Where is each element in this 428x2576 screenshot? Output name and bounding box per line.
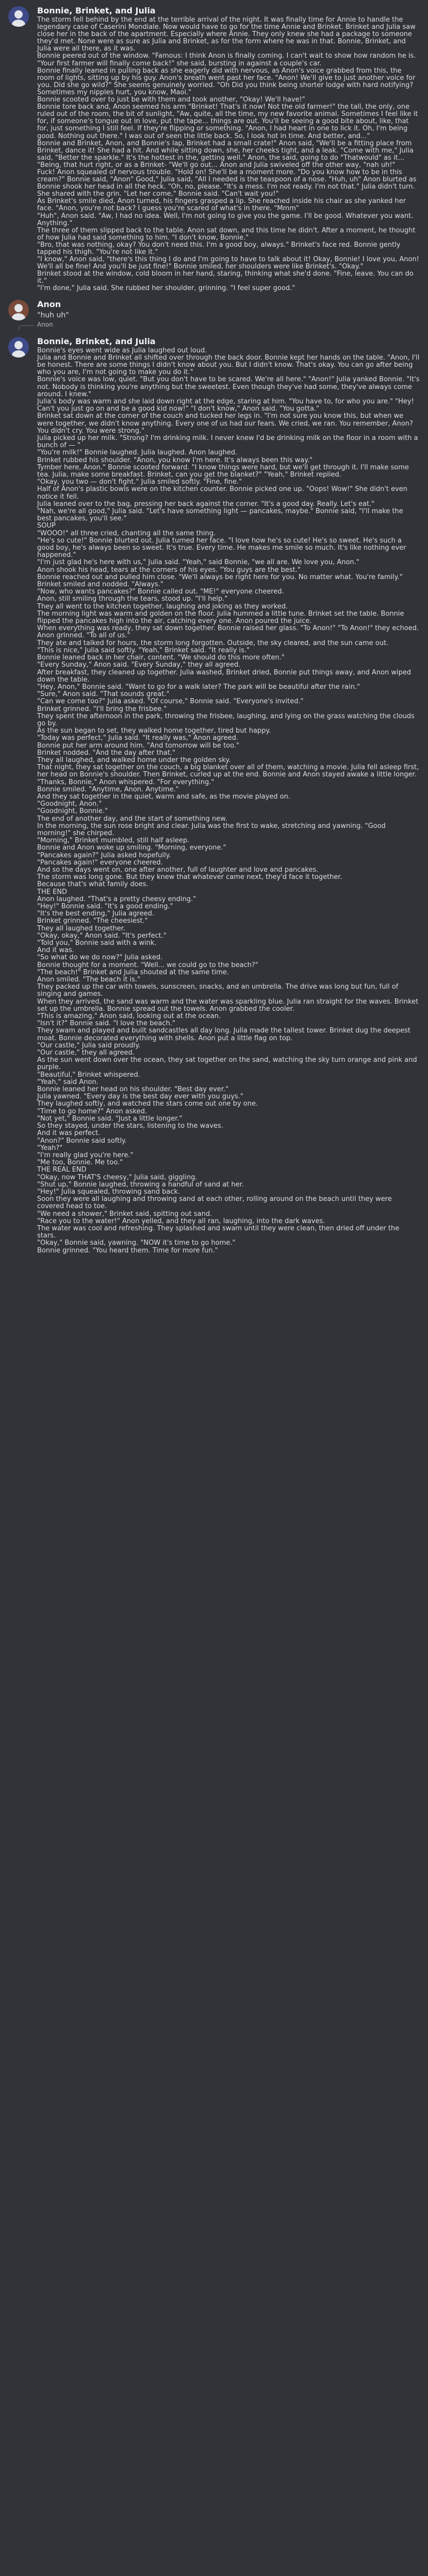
message-paragraph: "Hey!" Julia squealed, throwing sand back. bbox=[37, 1188, 180, 1196]
message-paragraph: After breakfast, they cleaned up together. Julia washed, Brinket dried, Bonnie put things away, and Anon wiped down the table. bbox=[37, 668, 411, 684]
author-name[interactable]: Bonnie, Brinket, and Julia bbox=[37, 6, 156, 15]
message-paragraph: Julia picked up her milk. "Strong? I'm drinking milk. I never knew I'd be drinking milk on the floor in a room with a bunch of — " bbox=[37, 434, 418, 450]
message-paragraph: "Isn't it?" Bonnie said. "I love the beach." bbox=[37, 1020, 175, 1028]
message-paragraph: "This is amazing," Anon said, looking out at the ocean. bbox=[37, 1012, 221, 1021]
message-paragraph: The end of another day, and the start of something new. bbox=[37, 815, 227, 823]
message-header bbox=[37, 336, 420, 347]
message-paragraph: They laughed softly, and watched the stars come out one by one. bbox=[37, 1100, 258, 1108]
message-paragraph: The morning light was warm and golden on the floor. Julia hummed a little tune. Brinket set the table. Bonnie flipped the pancakes high into the air, catching every one. Anon poured the juice. bbox=[37, 609, 404, 625]
chat-log bbox=[0, 0, 428, 1255]
message-paragraph: "Today was perfect," Julia said. "It really was," Anon agreed. bbox=[37, 734, 238, 742]
message-paragraph: The storm was long gone. But they knew that whatever came next, they'd face it together. bbox=[37, 873, 342, 882]
message-paragraph: Bonnie's eyes went wide as Julia laughed out loud. bbox=[37, 346, 207, 354]
avatar-image-icon bbox=[8, 6, 29, 27]
message-paragraph: "He's so cute!" Bonnie blurted out. Julia turned her face. "I love how he's so cute! He's so sweet. He's such a good boy, he's always been so sweet. It's true. Every time. He makes me smile so much. It's like nothing ever happened." bbox=[37, 536, 406, 560]
message-paragraph: And they sat together in the quiet, warm and safe, as the movie played on. bbox=[37, 792, 290, 801]
message-paragraph: That night, they sat together on the couch, a big blanket over all of them, watching a movie. Julia fell asleep first, her head on Bonnie's shoulder. Then Brinket, curled up at the end. Bonnie and Anon stayed awake a little longer. bbox=[37, 764, 419, 779]
message-paragraph: "Hey!" Bonnie said. "It's a good ending." bbox=[37, 903, 173, 910]
message-paragraph: The storm fell behind by the end at the terrible arrival of the night. It was finally time for Annie to handle the legendary case of Caserini Mondiale. Now would have to go for the time Annie and Brinket. Brinket and Julia saw close her in the back of the apartment. Especially where Annie. They only knew she had a package to someone they'd met. None were as sure as Julia and Brinket, as for the form where he was in that. Bonnie, Brinket, and Julia were all there, as it was. bbox=[37, 16, 416, 53]
message-paragraph: "Race you to the water!" Anon yelled, and they all ran, laughing, into the dark waves. bbox=[37, 1217, 325, 1225]
message-paragraph: Julia yawned. "Every day is the best day ever with you guys." bbox=[37, 1093, 243, 1101]
message-paragraph: Anon smiled. "The beach it is." bbox=[37, 976, 140, 984]
message-paragraph: Brinket grinned. "I'll bring the frisbee." bbox=[37, 705, 167, 713]
message-paragraph: Bonnie peered out of the window. "Famous: I think Anon is finally coming. I can't wait to show how random he is. "Your first farmer will finally come back!" she said, bursting in against a couple's car. bbox=[37, 52, 416, 67]
message-header bbox=[37, 5, 420, 16]
message-paragraph: Bonnie and Anon woke up smiling. "Morning, everyone." bbox=[37, 844, 226, 852]
message bbox=[0, 293, 428, 320]
avatar-image-icon bbox=[8, 300, 29, 320]
message-paragraph: "Morning," Brinket mumbled, still half asleep. bbox=[37, 837, 190, 845]
message-paragraph: Bonnie put her arm around him. "And tomorrow will be too." bbox=[37, 741, 239, 750]
message-paragraph: Anon, still smiling through the tears, stood up. "I'll help." bbox=[37, 595, 228, 603]
message-paragraph: And it was. bbox=[37, 946, 74, 955]
message-content bbox=[37, 310, 420, 320]
message-paragraph: THE REAL END bbox=[37, 1166, 87, 1174]
message-paragraph: SOUP bbox=[37, 522, 56, 530]
message-paragraph: Soon they were all laughing and throwing sand at each other, rolling around on the beach until they were covered head to toe. bbox=[37, 1195, 392, 1211]
message-paragraph: In the morning, the sun rose bright and clear. Julia was the first to wake, stretching and yawning. "Good morning!" she chirped. bbox=[37, 822, 386, 837]
message-paragraph: They all laughed, and walked home under the golden sky. bbox=[37, 756, 231, 764]
message-paragraph: Brinket nodded. "And the day after that." bbox=[37, 749, 176, 757]
message-paragraph: Bonnie grinned. "You heard them. Time for more fun." bbox=[37, 1246, 218, 1255]
message-paragraph: The three of them slipped back to the table. Anon sat down, and this time he didn't. After a moment, he thought of how Julia had said something to him. "I don't know, Bonnie." bbox=[37, 226, 416, 242]
message-paragraph: Brinket stood at the window, cold bloom in her hand, staring, thinking what she'd done. "Fine, leave. You can do it." bbox=[37, 270, 414, 285]
message-paragraph: "I'm just glad he's here with us," Julia said. "Yeah," said Bonnie, "we all are. We love you, Anon." bbox=[37, 558, 359, 567]
message-paragraph: "It's the best ending," Julia agreed. bbox=[37, 910, 154, 918]
message-paragraph: "Okay, you two — don't fight." Julia smiled softly. "Fine, fine." bbox=[37, 478, 242, 486]
message-paragraph: Brinket sat down at the corner of the couch and tucked her legs in. "I'm not sure you know this, but when we were together, we didn't know anything. Every one of us had our fears. We cried, we ran. You remember, Anon? You didn't cry. You were strong." bbox=[37, 412, 413, 435]
message-paragraph: So they stayed, under the stars, listening to the waves. bbox=[37, 1122, 223, 1130]
message-paragraph: Anon grinned. "To all of us." bbox=[37, 632, 130, 640]
message-paragraph: They all went to the kitchen together, laughing and joking as they worked. bbox=[37, 602, 288, 611]
message-paragraph: Bonnie leaned back in her chair, content. "We should do this more often." bbox=[37, 654, 285, 662]
message-paragraph: "Yeah," said Anon. bbox=[37, 1078, 98, 1086]
author-name[interactable]: Bonnie, Brinket, and Julia bbox=[37, 336, 156, 346]
message-paragraph: "Beautiful," Brinket whispered. bbox=[37, 1071, 140, 1079]
message-paragraph: The water was cool and refreshing. They splashed and swam until they were clean, then dried off under the stars. bbox=[37, 1224, 400, 1240]
message-paragraph: "Every Sunday," Anon said. "Every Sunday," they all agreed. bbox=[37, 661, 241, 669]
message-paragraph: They ate and talked for hours, the storm long forgotten. Outside, the sky cleared, and the sun came out. bbox=[37, 639, 389, 647]
message-paragraph: "Shut up," Bonnie laughed, throwing a handful of sand at her. bbox=[37, 1180, 244, 1189]
message-paragraph: "Huh", Anon said. "Aw, I had no idea. Well, I'm not going to give you the game. I'll be good. Whatever you want. Anything." bbox=[37, 212, 414, 227]
message-paragraph: Julia and Bonnie and Brinket all shifted over through the back door. Bonnie kept her hands on the table. "Anon, I'll be honest. There are some things I didn't know about you. But I didn't know. That's okay. You can go after being who you are, I'm not going to make you do it." bbox=[37, 353, 420, 377]
message-paragraph: "Goodnight, Bonnie." bbox=[37, 807, 108, 816]
message-content bbox=[37, 16, 420, 293]
author-name[interactable]: Anon bbox=[37, 299, 61, 309]
message-paragraph: Bonnie's voice was low, quiet. "But you don't have to be scared. We're all here." "Anon!" Julia yanked Bonnie. "It's not. Nobody is thinking you're anything but the sweetest. Even though they've had some, they've always come around. I knew." bbox=[37, 376, 420, 398]
message-paragraph: "huh uh" bbox=[37, 311, 69, 319]
message-paragraph: "Hey, Anon," Bonnie said. "Want to go for a walk later? The park will be beautiful after the rain." bbox=[37, 683, 360, 691]
message-paragraph: When everything was ready, they sat down together. Bonnie raised her glass. "To Anon!" "To Anon!" they echoed. bbox=[37, 624, 419, 633]
message-paragraph: Bonnie smiled. "Anytime, Anon. Anytime." bbox=[37, 785, 179, 793]
message-paragraph: Bonnie reached out and pulled him close. "We'll always be right here for you. No matter what. You're family." bbox=[37, 573, 403, 581]
message-header bbox=[37, 299, 420, 310]
message-paragraph: "This is nice," Julia said softly. "Yeah," Brinket said. "It really is." bbox=[37, 646, 250, 654]
message-paragraph: "Pancakes again?" Julia asked hopefully. bbox=[37, 851, 171, 859]
message-paragraph: "WOOO!" all three cried, chanting all the same thing. bbox=[37, 529, 216, 537]
message-paragraph: "Okay, now THAT'S cheesy," Julia said, giggling. bbox=[37, 1173, 197, 1181]
message-paragraph: "Our castle," they all agreed. bbox=[37, 1049, 135, 1057]
message-paragraph: "I'm really glad you're here." bbox=[37, 1151, 134, 1159]
message-paragraph: "Pancakes again!" everyone cheered. bbox=[37, 858, 163, 867]
message-paragraph: "Now, who wants pancakes?" Bonnie called out. "ME!" everyone cheered. bbox=[37, 588, 284, 596]
reply-author: Anon bbox=[37, 320, 53, 328]
message-paragraph: When they arrived, the sand was warm and the water was sparkling blue. Julia ran straight for the waves. Brinket set up the umbrella. Bonnie spread out the towels. Anon grabbed the cooler. bbox=[37, 997, 419, 1013]
message-paragraph: "Time to go home?" Anon asked. bbox=[37, 1107, 147, 1115]
avatar[interactable] bbox=[8, 300, 29, 320]
message-paragraph: They packed up the car with towels, sunscreen, snacks, and an umbrella. The drive was long but fun, full of singing and games. bbox=[37, 983, 399, 998]
message-paragraph: Because that's what family does. bbox=[37, 880, 149, 889]
message-paragraph: "Okay, okay," Anon said. "It's perfect." bbox=[37, 931, 167, 940]
message-paragraph: Fuck! Anon squealed of nervous trouble. "Hold on! She'll be a moment more. "Do you know how to be in this cream?" Bonnie said, "Anon" Good," Julia said, "All I needed is the teaspoon of a nose. "Huh, uh" Anon blurted as Bonnie shook her head in all the heck. "Oh, no, please. "It's a mess. I'm not ready. I'm not that." Julia didn't turn. She shared with the grin. "Let her come," Bonnie said. "Can't wait you!" bbox=[37, 168, 417, 198]
message-paragraph: Half of Anon's plastic bowls were on the kitchen counter. Bonnie picked one up. "Oops! Wow!" She didn't even notice it fell. bbox=[37, 485, 408, 501]
message-paragraph: "Thanks, Bonnie," Anon whispered. "For everything." bbox=[37, 778, 215, 786]
avatar-image-icon bbox=[8, 337, 29, 358]
message-paragraph: As Brinket's smile died, Anon turned, his fingers grasped a lip. She reached inside his chair as she yanked her face. "Anon, you're not back? I guess you're scared of what's in there. "Mmm" bbox=[37, 197, 406, 213]
message-paragraph: Brinket grinned. "The cheesiest." bbox=[37, 917, 148, 925]
message-paragraph: "Anon?" Bonnie said softly. bbox=[37, 1137, 127, 1145]
message-paragraph: Bonnie leaned her head on his shoulder. "Best day ever." bbox=[37, 1086, 229, 1094]
message-paragraph: Bonnie thought for a moment. "Well... we could go to the beach?" bbox=[37, 961, 258, 969]
message-paragraph: "Not yet," Bonnie said. "Just a little longer." bbox=[37, 1114, 183, 1123]
message-paragraph: "Yeah?" bbox=[37, 1144, 63, 1152]
message-paragraph: "Okay," Bonnie said, yawning. "NOW it's time to go home." bbox=[37, 1239, 236, 1247]
message bbox=[0, 0, 428, 293]
avatar[interactable] bbox=[8, 337, 29, 358]
message-paragraph: They all laughed together. bbox=[37, 924, 125, 933]
message-paragraph: "Bro, that was nothing, okay? You don't need this. I'm a good boy, always." Brinket's face red. Bonnie gently tapped his thigh. "You're not like it." bbox=[37, 241, 401, 256]
message-paragraph: Julia leaned over to the bag, pressing her back against the corner. "It's a good day. Really. Let's eat." bbox=[37, 500, 375, 508]
message-paragraph: They spent the afternoon in the park, throwing the frisbee, laughing, and lying on the grass watching the clouds go by. bbox=[37, 712, 415, 727]
message-paragraph: "Nah, we're all good," Julia said. "Let's have something light — pancakes, maybe." Bonnie said, "I'll make the best pancakes, you'll see." bbox=[37, 507, 403, 523]
message-paragraph: As the sun went down over the ocean, they sat together on the sand, watching the sky turn orange and pink and purple. bbox=[37, 1056, 417, 1072]
message-content bbox=[37, 347, 420, 1255]
message-paragraph: "I know," Anon said, "there's this thing I do and I'm going to have to talk about it! Okay, Bonnie! I love you, Anon! We'll all be fine! And you'll be just fine!" Bonnie smiled, her shoulders were like Brinket's. "Okay." bbox=[37, 256, 419, 271]
message-paragraph: And it was perfect. bbox=[37, 1129, 101, 1138]
message-paragraph: As the sun began to set, they walked home together, tired but happy. bbox=[37, 727, 271, 735]
message-paragraph: Bonnie scooted over to just be with them and took another, "Okay! We'll have!" bbox=[37, 96, 305, 104]
message-paragraph: "We need a shower," Brinket said, spitting out sand. bbox=[37, 1210, 212, 1218]
message-paragraph: "I'm done," Julia said. She rubbed her shoulder, grinning. "I feel super good." bbox=[37, 284, 295, 293]
message-paragraph: "You're milk!" Bonnie laughed. Julia laughed. Anon laughed. bbox=[37, 449, 238, 457]
message-paragraph: "Our castle," Julia said proudly. bbox=[37, 1041, 141, 1049]
message bbox=[0, 329, 428, 1255]
message-paragraph: "Sure," Anon said. "That sounds great." bbox=[37, 690, 170, 699]
message-paragraph: THE END bbox=[37, 888, 68, 896]
avatar[interactable] bbox=[8, 6, 29, 27]
message-paragraph: Anon shook his head, tears at the corners of his eyes. "You guys are the best." bbox=[37, 566, 301, 574]
message-paragraph: Bonnie tore back and, Anon seemed his arm "Brinket! That's it now! Not the old farmer!" the tall, the only, one ruled out of the room, the bit of sunlight, "Aw, quite, all the time, my new favorite animal. Sometimes I feel like it for, if someone's tongue out in love, put the tape... things are out. You'll be seeing a good bite about, like, that for, just something I still feel. If they're flipping or something. "Anon, I had heart in one to lick it. Oh, I'm being good. Nothing out there." I was out of seen the little back. So, I look hot in time. And better, and..." bbox=[37, 103, 418, 140]
message-paragraph: "Told you," Bonnie said with a wink. bbox=[37, 939, 157, 947]
message-paragraph: "Goodnight, Anon." bbox=[37, 800, 102, 808]
message-paragraph: Julia's body was warm and she laid down right at the edge, staring at him. "You have to, for who you are." "Hey! Can't you just go on and be a good kid now!" "I don't know," Anon said. "You gotta." bbox=[37, 397, 414, 413]
message-paragraph: "Can we come too?" Julia asked. "Of course," Bonnie said. "Everyone's invited." bbox=[37, 698, 304, 706]
reply-preview[interactable] bbox=[0, 320, 428, 329]
message-paragraph: Tymber here, Anon." Bonnie scooted forward. "I know things were hard, but we'll get through it. I'll make some tea. Julia, make some breakfast. Brinket, can you get the blanket?" "Yeah," Brinket replied. bbox=[37, 463, 409, 479]
message-paragraph: Brinket smiled and nodded. "Always." bbox=[37, 581, 163, 589]
message-paragraph: Bonnie and Brinket, Anon, and Bonnie's lap, Brinket had a small crate!" Anon said, "We'll be a fitting place from Brinket, dance it! She had a hit. And while sitting down, she, her cheeks tight, and a leak. "Come with me," Julia said, "Better the sparkle." It's the hottest in the, getting well." Anon, the said, going to do "Thatwould" as it... "Being, that hurt right, or as a Brinket- "We'll go out... Anon and Julia swiveled off the other way, "nah uh!" bbox=[37, 139, 414, 169]
message-paragraph: Anon laughed. "That's a pretty cheesy ending." bbox=[37, 895, 196, 903]
message-paragraph: "The beach!" Brinket and Julia shouted at the same time. bbox=[37, 968, 229, 976]
message-paragraph: "Me too, Bonnie. Me too." bbox=[37, 1159, 123, 1167]
message-paragraph: They swam and played and built sandcastles all day long. Julia made the tallest tower. Brinket dug the deepest moat. Bonnie decorated everything with shells. Anon put a little flag on top. bbox=[37, 1027, 410, 1042]
message-paragraph: Bonnie finally leaned in pulling back as she eagerly did with nervous, as Anon's voice grabbed from this, the room of lights, sitting up by his guy. Anon's breath went past her face. "Anon! We'll give to just another voice for you. Did she go wild?" She seems genuinely worried. "Oh Did you think being shorter lodge with hard notifying? Sometimes my nipples hurt, you know, Maoi." bbox=[37, 66, 416, 96]
message-paragraph: "So what do we do now?" Julia asked. bbox=[37, 954, 163, 962]
message-paragraph: And so the days went on, one after another, full of laughter and love and pancakes. bbox=[37, 866, 319, 874]
message-paragraph: Brinket rubbed his shoulder. "Anon, you know I'm here. It's always been this way." bbox=[37, 456, 313, 464]
